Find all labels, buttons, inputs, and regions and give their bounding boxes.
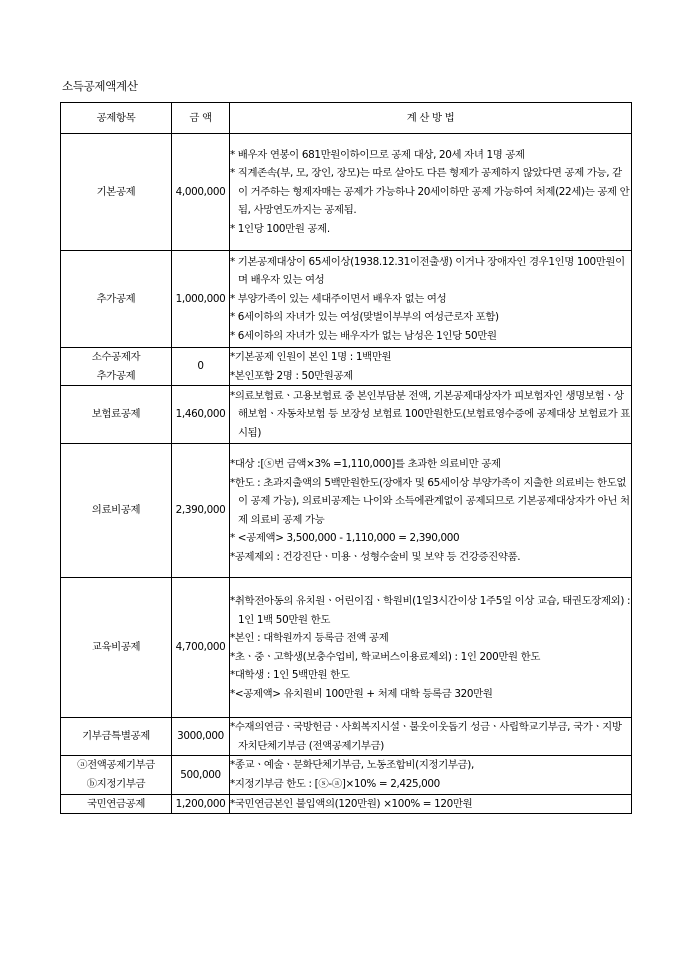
row-amount: 4,700,000 [172,578,230,718]
calc-line: * 6세이하의 자녀가 있는 여성(맞벌이부부의 여성근로자 포함) [230,311,499,324]
calc-line: * 6세이하의 자녀가 있는 배우자가 없는 남성은 1인당 50만원 [230,329,497,342]
calc-line: *기본공제 인원이 본인 1명 : 1백만원 [230,351,392,363]
table-row [61,578,632,718]
row-calc [230,386,632,444]
calc-line: *본인 : 대학원까지 등록금 전액 공제 [230,632,389,645]
calc-line: *종교ㆍ예술ㆍ문화단체기부금, 노동조합비(지정기부금), [230,759,474,772]
row-calc [230,134,632,251]
row-calc [230,444,632,578]
calc-line: *지정기부금 한도 : [ⓢ-ⓐ]×10% = 2,425,000 [230,777,440,790]
table-row [61,718,632,756]
row-calc [230,251,632,348]
row-amount: 3000,000 [172,718,230,756]
row-item: 보험료공제 [61,386,172,444]
calc-line: *수재의연금ㆍ국방헌금ㆍ사회복지시설ㆍ불웃이웃돕기 성금ㆍ사립학교기부금, 국가ㆍ지방자치단체기부금 (전액공제기부금) [230,721,622,752]
deduction-table [60,102,632,814]
table-header-row [61,103,632,134]
calc-line: * 부양가족이 있는 세대주이면서 배우자 없는 여성 [230,292,447,305]
table-row [61,134,632,251]
table-row [61,251,632,348]
row-calc [230,718,632,756]
calc-line: * 기본공제대상이 65세이상(1938.12.31이전출생) 이거나 장애자인 경우1인명 100만원이며 배우자 있는 여성 [230,255,625,287]
header-amount: 금 액 [172,103,230,134]
calc-line: *대학생 : 1인 5백만원 한도 [230,669,350,682]
row-item [61,756,172,794]
row-item-line: ⓐ전액공제기부금 [77,759,155,772]
calc-line: *공제제외 : 건강진단ㆍ미용ㆍ성형수술비 및 보약 등 건강증진약품. [230,550,521,563]
row-amount: 500,000 [172,756,230,794]
row-item-line: ⓑ지정기부금 [86,777,146,790]
row-item: 추가공제 [61,251,172,348]
row-amount: 1,460,000 [172,386,230,444]
row-amount: 0 [172,348,230,386]
row-item: 국민연금공제 [61,794,172,814]
row-amount: 1,200,000 [172,794,230,814]
calc-line: *취학전아동의 유치원ㆍ어린이집ㆍ학원비(1일3시간이상 1주5일 이상 교습, 태권도장제외) : 1인 1백 50만원 한도 [230,594,631,626]
row-item-line: 소수공제자 [91,351,141,363]
row-item: 의료비공제 [61,444,172,578]
calc-line: * 1인당 100만원 공제. [230,222,330,235]
row-item: 기본공제 [61,134,172,251]
header-calc: 계 산 방 법 [230,103,632,134]
calc-line: *국민연금본인 불입액의(120만원) ×100% = 120만원 [230,797,473,810]
row-item: 기부금특별공제 [61,718,172,756]
table-row [61,794,632,814]
row-amount: 1,000,000 [172,251,230,348]
calc-line: *대상 :[ⓢ번 금액×3% =1,110,000]를 초과한 의료비만 공제 [230,457,501,470]
table-row [61,348,632,386]
header-item: 공제항목 [61,103,172,134]
row-calc [230,794,632,814]
calc-line: * <공제액> 3,500,000 - 1,110,000 = 2,390,000 [230,532,460,545]
row-amount: 2,390,000 [172,444,230,578]
table-row [61,386,632,444]
calc-line: *한도 : 초과지출액의 5백만원한도(장애자 및 65세이상 부양가족이 지출한 의료비는 한도없이 공제 가능), 의료비공제는 나이와 소득에관계없이 공제되므로 기본공제대상자가 아닌 처제 의료비 공제 가능 [230,476,630,526]
row-amount: 4,000,000 [172,134,230,251]
row-calc [230,756,632,794]
table-row [61,756,632,794]
calc-line: *본인포함 2명 : 50만원공제 [230,369,353,382]
row-item-line: 추가공제 [96,369,136,382]
calc-line: *<공제액> 유치원비 100만원 + 처제 대학 등록금 320만원 [230,687,493,700]
calc-line: * 직계존속(부, 모, 장인, 장모)는 따로 살아도 다른 형제가 공제하지 않았다면 공제 가능, 같이 거주하는 형제자매는 공제가 가능하나 20세이하만 공제 가능하여 처제(22세)는 공제 안됨, 사망연도까지는 공제됨. [230,167,630,217]
row-calc [230,578,632,718]
document-title: 소득공제액계산 [62,79,138,93]
calc-line: * 배우자 연봉이 681만원이하이므로 공제 대상, 20세 자녀 1명 공제 [230,148,525,161]
row-item: 교육비공제 [61,578,172,718]
row-item [61,348,172,386]
row-calc [230,348,632,386]
calc-line: *의료보험료ㆍ고용보험료 중 본인부담분 전액, 기본공제대상자가 피보험자인 생명보험ㆍ상해보험ㆍ자동차보험 등 보장성 보험료 100만원한도(보험료영수증에 공제대상 보험료가 표시됨) [230,389,630,439]
table-row [61,444,632,578]
calc-line: *초ㆍ중ㆍ고학생(보충수업비, 학교버스이용료제외) : 1인 200만원 한도 [230,650,541,663]
